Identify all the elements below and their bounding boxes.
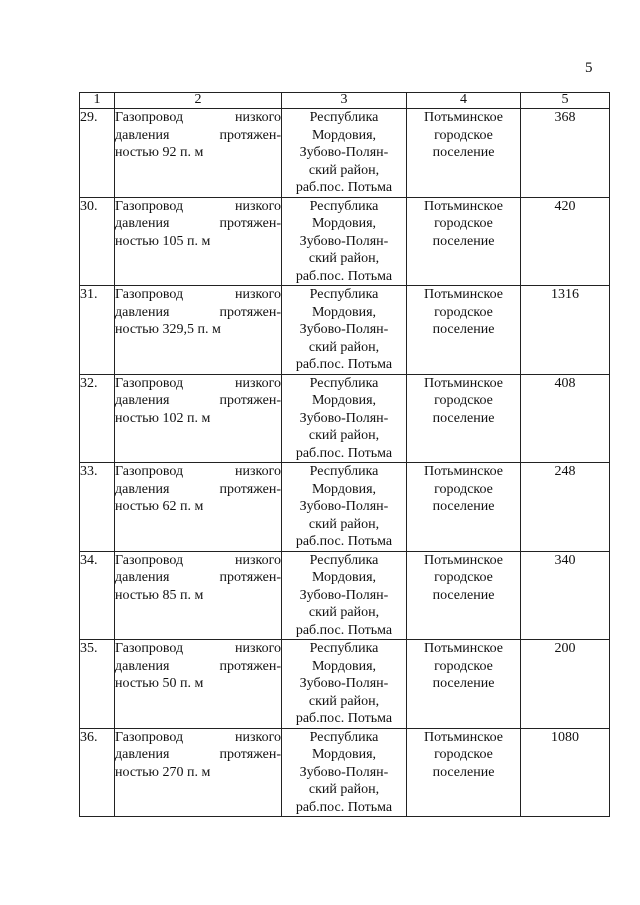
- object-name-line: давления протяжен-: [115, 216, 281, 231]
- owner-line: городское: [434, 304, 493, 320]
- address-line: раб.пос. Потьма: [295, 799, 393, 815]
- value-cell: 200: [521, 640, 610, 729]
- address-line: ский район,: [308, 162, 380, 178]
- address-line: Республика: [309, 110, 379, 125]
- address-line: ский район,: [308, 339, 380, 355]
- object-name-cell: [115, 286, 282, 375]
- address-line: раб.пос. Потьма: [295, 357, 393, 372]
- column-header-3: 3: [282, 93, 407, 109]
- object-name-line: Газопровод низкого: [115, 552, 281, 568]
- address-line: Зубово-Полян-: [299, 233, 389, 249]
- value-cell: 1316: [521, 286, 610, 375]
- owner-line: городское: [434, 570, 493, 585]
- address-line: раб.пос. Потьма: [295, 622, 393, 638]
- object-name-line: Газопровод низкого: [115, 110, 281, 125]
- object-name-line: давления протяжен-: [115, 127, 281, 143]
- object-name-line: Газопровод низкого: [115, 641, 281, 656]
- address-line: ский район,: [308, 251, 380, 266]
- address-line: ский район,: [308, 428, 380, 443]
- row-number: 31.: [80, 286, 115, 375]
- object-name-cell: [115, 109, 282, 198]
- table-row: [80, 286, 610, 375]
- object-name-line: Газопровод низкого: [115, 375, 281, 391]
- address-line: Мордовия,: [311, 481, 377, 497]
- row-number: 36.: [80, 728, 115, 817]
- address-line: Зубово-Полян-: [299, 676, 389, 691]
- owner-cell: [407, 286, 521, 375]
- owner-line: Потьминское: [424, 552, 503, 568]
- value-cell: 408: [521, 374, 610, 463]
- table-row: [80, 640, 610, 729]
- object-name-line: ностью 329,5 п. м: [115, 322, 221, 337]
- address-line: Республика: [309, 287, 379, 302]
- object-name-line: ностью 105 п. м: [115, 233, 211, 249]
- row-number: 35.: [80, 640, 115, 729]
- object-name-cell: [115, 728, 282, 817]
- address-line: Республика: [309, 375, 379, 391]
- table-body: [80, 109, 610, 817]
- object-name-cell: [115, 374, 282, 463]
- object-name-cell: [115, 551, 282, 640]
- address-line: Мордовия,: [311, 393, 377, 408]
- column-header-2: 2: [115, 93, 282, 109]
- column-header-1: 1: [80, 93, 115, 109]
- address-cell: [282, 374, 407, 463]
- table-row: [80, 551, 610, 640]
- row-number: 30.: [80, 197, 115, 286]
- address-line: Зубово-Полян-: [299, 322, 389, 337]
- address-line: Мордовия,: [311, 570, 377, 585]
- object-name-line: Газопровод низкого: [115, 287, 281, 302]
- table-row: [80, 463, 610, 552]
- address-line: Зубово-Полян-: [299, 587, 389, 603]
- address-line: Зубово-Полян-: [299, 499, 389, 514]
- owner-line: Потьминское: [424, 198, 503, 214]
- object-name-line: Газопровод низкого: [115, 464, 281, 479]
- owner-cell: [407, 640, 521, 729]
- object-name-cell: [115, 640, 282, 729]
- row-number: 33.: [80, 463, 115, 552]
- value-cell: 1080: [521, 728, 610, 817]
- address-line: раб.пос. Потьма: [295, 534, 393, 549]
- address-line: Республика: [309, 641, 379, 656]
- owner-line: городское: [434, 393, 493, 408]
- address-line: раб.пос. Потьма: [295, 180, 393, 195]
- address-line: Зубово-Полян-: [299, 764, 389, 780]
- address-line: Мордовия,: [311, 216, 377, 231]
- object-name-line: ностью 85 п. м: [115, 587, 204, 603]
- value-cell: 248: [521, 463, 610, 552]
- owner-line: Потьминское: [424, 641, 503, 656]
- address-line: раб.пос. Потьма: [295, 445, 393, 461]
- owner-line: поселение: [432, 676, 495, 691]
- address-line: Мордовия,: [311, 304, 377, 320]
- object-name-line: ностью 92 п. м: [115, 145, 204, 160]
- owner-cell: [407, 109, 521, 198]
- row-number: 32.: [80, 374, 115, 463]
- address-line: Мордовия,: [311, 658, 377, 674]
- object-name-line: Газопровод низкого: [115, 198, 281, 214]
- row-number: 29.: [80, 109, 115, 198]
- column-header-5: 5: [521, 93, 610, 109]
- object-name-line: давления протяжен-: [115, 747, 281, 762]
- table-row: [80, 374, 610, 463]
- owner-cell: [407, 551, 521, 640]
- object-name-cell: [115, 197, 282, 286]
- address-cell: [282, 286, 407, 375]
- owner-cell: [407, 197, 521, 286]
- row-number: 34.: [80, 551, 115, 640]
- address-line: Республика: [309, 729, 379, 745]
- address-cell: [282, 109, 407, 198]
- object-name-cell: [115, 463, 282, 552]
- object-name-line: давления протяжен-: [115, 393, 281, 408]
- address-line: Республика: [309, 198, 379, 214]
- owner-line: поселение: [432, 587, 495, 603]
- address-line: ский район,: [308, 605, 380, 620]
- owner-line: Потьминское: [424, 729, 503, 745]
- address-line: раб.пос. Потьма: [295, 711, 393, 726]
- property-table: [79, 92, 610, 817]
- address-line: ский район,: [308, 693, 380, 709]
- table-row: [80, 728, 610, 817]
- owner-line: поселение: [432, 764, 495, 780]
- object-name-line: давления протяжен-: [115, 570, 281, 585]
- value-cell: 420: [521, 197, 610, 286]
- owner-line: городское: [434, 127, 493, 143]
- page-number: 5: [585, 60, 593, 76]
- owner-cell: [407, 374, 521, 463]
- table-row: [80, 109, 610, 198]
- owner-line: городское: [434, 747, 493, 762]
- object-name-line: ностью 270 п. м: [115, 764, 211, 780]
- owner-line: поселение: [432, 410, 495, 426]
- address-cell: [282, 640, 407, 729]
- header-row: [80, 93, 610, 109]
- address-line: Мордовия,: [311, 747, 377, 762]
- address-line: ский район,: [308, 516, 380, 532]
- object-name-line: ностью 62 п. м: [115, 499, 204, 514]
- owner-line: поселение: [432, 322, 495, 337]
- object-name-line: давления протяжен-: [115, 481, 281, 497]
- owner-line: поселение: [432, 233, 495, 249]
- owner-line: городское: [434, 658, 493, 674]
- owner-line: поселение: [432, 499, 495, 514]
- value-cell: 368: [521, 109, 610, 198]
- owner-cell: [407, 463, 521, 552]
- address-line: раб.пос. Потьма: [295, 268, 393, 284]
- table-row: [80, 197, 610, 286]
- object-name-line: Газопровод низкого: [115, 729, 281, 745]
- owner-line: Потьминское: [424, 375, 503, 391]
- owner-line: поселение: [432, 145, 495, 160]
- object-name-line: ностью 50 п. м: [115, 676, 204, 691]
- owner-line: городское: [434, 216, 493, 231]
- address-cell: [282, 728, 407, 817]
- object-name-line: давления протяжен-: [115, 304, 281, 320]
- object-name-line: давления протяжен-: [115, 658, 281, 674]
- owner-line: Потьминское: [424, 110, 503, 125]
- address-cell: [282, 463, 407, 552]
- address-line: Мордовия,: [311, 127, 377, 143]
- value-cell: 340: [521, 551, 610, 640]
- address-cell: [282, 551, 407, 640]
- owner-line: городское: [434, 481, 493, 497]
- address-line: Зубово-Полян-: [299, 410, 389, 426]
- column-header-4: 4: [407, 93, 521, 109]
- address-line: Республика: [309, 464, 379, 479]
- object-name-line: ностью 102 п. м: [115, 410, 211, 426]
- address-line: Республика: [309, 552, 379, 568]
- owner-cell: [407, 728, 521, 817]
- address-line: ский район,: [308, 782, 380, 797]
- address-line: Зубово-Полян-: [299, 145, 389, 160]
- address-cell: [282, 197, 407, 286]
- owner-line: Потьминское: [424, 464, 503, 479]
- owner-line: Потьминское: [424, 287, 503, 302]
